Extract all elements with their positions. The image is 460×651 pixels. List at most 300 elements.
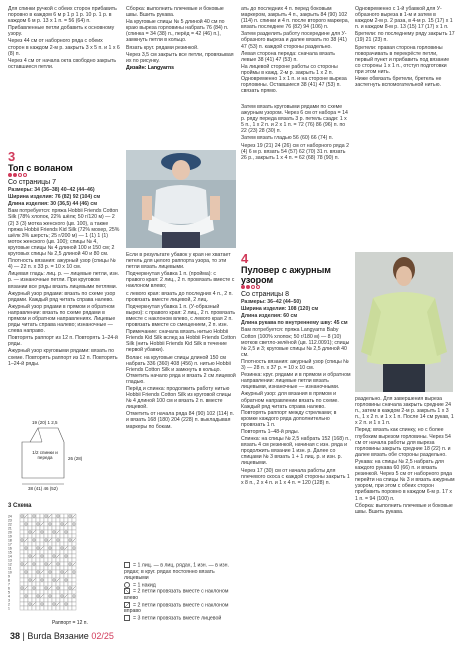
garment-schematic (8, 420, 120, 496)
chart-cell (40, 578, 44, 582)
chart-cell (68, 582, 72, 586)
paragraph: Повторять раппорт из 12 п. Повторять 1–24-й ряды. (8, 335, 118, 348)
chart-cell (36, 598, 40, 602)
sizes: Размеры: 34 (36–38) 40–42 (44–46) (8, 187, 95, 194)
chart-cell (60, 514, 64, 518)
paragraph: Через 4 см от начала окта свободно закрыть оставшиеся петли. (8, 57, 117, 70)
chart-cell (68, 514, 72, 518)
chart-cell (36, 522, 40, 526)
chart-cell (28, 586, 32, 590)
chart-cell (44, 554, 48, 558)
chart-cell (60, 578, 64, 582)
schematic-drawing (8, 420, 120, 496)
chart-cell (44, 602, 48, 606)
chart-cell (68, 534, 72, 538)
paragraph: Через 3,5 см закрыть все петли, провязывая их по рисунку. (126, 51, 234, 64)
chart-cell (44, 574, 48, 578)
row-number: 2 (8, 602, 10, 607)
chart-cell (72, 594, 76, 598)
chart-cell (20, 586, 24, 590)
chart-cell (32, 514, 36, 518)
chart-cell (32, 550, 36, 554)
dot-icon (13, 173, 17, 177)
paragraph: Левая сторона переда: сначала вязать левые 38 (41) 47 (53) п. (241, 50, 335, 63)
chart-cell (72, 598, 76, 602)
chart-cell (68, 602, 72, 606)
legend-item: = 1 накид (124, 582, 236, 589)
chart-cell (68, 546, 72, 550)
chart-cell (52, 546, 56, 550)
chart-cell (56, 542, 60, 546)
row-number: 20 (8, 530, 12, 535)
chart-cell (36, 566, 40, 570)
chart-cell (20, 538, 24, 542)
page-number: 38 (10, 631, 21, 641)
dot-icon (246, 285, 250, 289)
chart-cell (20, 554, 24, 558)
legend-item: = 1 лиц. — в лиц. рядах, 1 изн. — в изн. рядах; в круг. рядах постоянно вязать лицевыми (124, 562, 229, 582)
materials: Вам потребуется: пряжа Hobbii Friends Cotton Silk (78% хлопок, 22% шёлк; 50 г/120 м) — 2 (2) 3 (3) мотка женского (цв. 100), а также пряжа Hobbii Friends Kid Silk (72% мохер, 25% шёлк 3% шерсть; 25 г/200 м) — 1 (1) 1 (1) моток женского (цв. 100); спицы № 4, круговые спицы № 4 длиной 100 и 150 см; 2 круговых спицы № 2,5 длиной 40 и 80 см. (8, 208, 120, 258)
chart-cell (56, 518, 60, 522)
chart-cell (72, 590, 76, 594)
chart-cell (72, 526, 76, 530)
chart-cell (60, 526, 64, 530)
chart-cell (48, 542, 52, 546)
chart-cell (44, 518, 48, 522)
chart-cell (28, 602, 32, 606)
chart-cell (56, 526, 60, 530)
row-number: 21 (8, 526, 12, 531)
chart-cell (20, 546, 24, 550)
chart-cell (36, 554, 40, 558)
chart-cell (40, 550, 44, 554)
chart-cell (36, 546, 40, 550)
chart-cell (24, 522, 28, 526)
chart-cell (72, 550, 76, 554)
magazine-brand: Burda Вязание (27, 631, 89, 641)
chart-cell (68, 562, 72, 566)
paragraph: Перед: вязать как спинку, но с более глубоким вырезом горловины. Через 54 см от начала работы для выреза горловины закрыть средние 18 (22) п. и далее вязать обе стороны раздельно. (355, 427, 451, 458)
paragraph: Рукава: на спицы № 2,5 набрать для каждого рукава 60 (66) п. и вязать резинкой. Через 5 см от наборного ряда перейти на спицы № 3 и вязать ажурным узором, при этом с обеих сторон прибавить поровно в каждом 6-м р. 17 x 1 п. = 94 (100) п. (355, 458, 455, 502)
chart-cell (36, 578, 40, 582)
paragraph: Лицевая гладь: лиц. р. — лицевые петли, изн. р. — изнаночные петли. При круговом вязании все ряды вязать лицевыми петлями. (8, 271, 120, 290)
legend-item: = 3 петли провязать вместе лицевой (124, 615, 236, 622)
page-reference: Со страницы 7 (8, 179, 57, 187)
chart-cell (20, 570, 24, 574)
paragraph: Резинка: круг. рядами и в прямом и обратном направлении: лицевые петли вязать лицевыми, изнаночные — изнаночными. (241, 372, 351, 391)
chart-cell (36, 534, 40, 538)
chart-cell (24, 534, 28, 538)
chart-cell (68, 518, 72, 522)
paragraph: На круговые спицы № 5 длиной 40 см по краю выреза горловины набрать 76 (84) п. (спинка = 34 (38) п., перёд = 42 (46) п.), замкнуть петли в кольцо. (126, 19, 229, 44)
chart-cell (36, 590, 40, 594)
legend-item: = 2 петли провязать вместе с наклоном влево (124, 588, 229, 602)
chart-cell (68, 570, 72, 574)
chart-cell (68, 522, 72, 526)
top-mid-text (126, 6, 236, 72)
chart-cell (52, 602, 56, 606)
schematic-label: 1/2 спинки и переда (32, 450, 58, 460)
chart-cell (32, 582, 36, 586)
top-right2-text (355, 6, 455, 89)
chart-cell (48, 530, 52, 534)
chart-cell (72, 566, 76, 570)
chart-cell (60, 554, 64, 558)
paragraph: Волан: на круговые спицы длиной 150 см набрать 336 (360) 408 (456) п. нитью Hobbii Friends Cotton Silk и замкнуть в кольцо. Отметить начало ряда и вязать 2 см лицевой гладью. (126, 354, 236, 385)
designer-credit: Дизайн: Langyarns (126, 64, 175, 71)
paragraph: Для спинки ручкой с обеих сторон прибавить поровно в каждом 6 м р 1 р 1 р. 10 р. 1 р. в каждом 6 м р. 13 x 1 п. = 56 (64) п. (8, 6, 117, 25)
chart-cell (72, 582, 76, 586)
paragraph: На лицевой стороне работы со стороны проймы в кажд. 2-м р. закрыть 1 x 2 п. Одновременно 1 x 1 п. и на стороне выреза горловины. Оставшиеся 38 (41) 47 (53) п. связать прямо. (241, 63, 347, 95)
chart-cell (24, 554, 28, 558)
chart-cell (48, 602, 52, 606)
chart-cell (52, 542, 56, 546)
chart-cell (52, 574, 56, 578)
chart-cell (52, 530, 56, 534)
top-left-text (8, 6, 120, 71)
chart-cell (32, 526, 36, 530)
chart-cell (24, 542, 28, 546)
chart-cell (60, 582, 64, 586)
footer-separator: | (22, 631, 25, 641)
chart-cell (32, 522, 36, 526)
chart-cell (60, 550, 64, 554)
paragraph: Бретели: по последнему ряду закрыть 17 (19) 21 (23) п. (355, 31, 455, 44)
chart-cell (68, 554, 72, 558)
chart-cell (64, 530, 68, 534)
chart-cell (68, 538, 72, 542)
chart-cell (44, 590, 48, 594)
chart-cell (20, 558, 24, 562)
chart-cell (68, 598, 72, 602)
gauge: Плотность вязания: ажурный узор (спицы № 4) — 22 п. x 33 р. = 10 x 10 см. (8, 258, 116, 271)
paragraph: ать до последних 4 п. перед боковым маркером, закрыть 4 п., закрыть 84 (90) 102 (114) п. спинки и 4 п. после второго маркера, вязать последнее 76 (82) 94 (106) п. (241, 6, 350, 31)
chart-cell (20, 582, 24, 586)
chart-cell (64, 534, 68, 538)
dot-icon (23, 173, 27, 177)
chart-cell (40, 542, 44, 546)
chart-cell (56, 570, 60, 574)
chart-cell (24, 518, 28, 522)
garment-length: Длина изделия: 60 см (241, 313, 298, 320)
chart-cell (24, 582, 28, 586)
schematic-label: 26 (28) (68, 456, 83, 461)
section-title: Пуловер с ажурным узором (241, 265, 331, 285)
paragraph: Перёд и спинка: продолжить работу нитью Hobbii Friends Cotton Silk из круговой спицы № 4 длиной 100 см и вязать 2 п. вместе лицевой. (126, 385, 232, 411)
chart-cell (56, 538, 60, 542)
chart-cell (28, 598, 32, 602)
chart-cell (32, 574, 36, 578)
page-footer (10, 631, 114, 641)
chart-cell (52, 578, 56, 582)
chart-cell (32, 598, 36, 602)
chart-cell (64, 566, 68, 570)
chart-cell (60, 586, 64, 590)
chart-cell (60, 574, 64, 578)
chart-cell (64, 586, 68, 590)
chart-cell (20, 602, 24, 606)
chart-cell (68, 590, 72, 594)
dot-icon (256, 285, 260, 289)
issue-number: 02/25 (91, 631, 114, 641)
knitting-chart (8, 512, 120, 620)
chart-cell (44, 582, 48, 586)
chart-cell (64, 542, 68, 546)
chart-cell (36, 518, 40, 522)
chart-cell (72, 578, 76, 582)
chart-cell (60, 602, 64, 606)
chart-cell (20, 514, 24, 518)
chart-cell (20, 606, 24, 610)
chart-cell (40, 530, 44, 534)
chart-cell (28, 558, 32, 562)
paragraph: Сборка: выполнить плечевые и боковые швы. Вшить рукава. (126, 6, 224, 19)
chart-cell (20, 522, 24, 526)
chart-cell (60, 542, 64, 546)
chart-cell (52, 586, 56, 590)
chart-cell (40, 538, 44, 542)
chart-cell (44, 534, 48, 538)
chart-cell (44, 558, 48, 562)
paragraph: Ажурный узор круговыми рядами: вязать по схеме. Повторять раппорт из 12 п. Повторять 1–24-й ряды. (8, 348, 118, 367)
chart-cell (52, 554, 56, 558)
chart-cell (44, 514, 48, 518)
section-4-instructions-cont (355, 396, 455, 516)
chart-cell (68, 526, 72, 530)
chart-cell (24, 530, 28, 534)
chart-cell (52, 566, 56, 570)
chest-width: Ширина изделия: 76 (82) 92 (104) см (8, 194, 101, 201)
chart-cell (32, 594, 36, 598)
chart-cell (32, 534, 36, 538)
row-number: 5 (8, 590, 10, 595)
paragraph: Одновременно с 1-й убавкой для У-образного выреза в 1-м и затем в каждом 2-м р. 2 раза, в 4-м р. 15 (17) x 1 п. и каждом 8-м р. 13 (15) 17 (17) x 1 п. (355, 6, 453, 31)
chart-cell (56, 534, 60, 538)
chart-cell (36, 530, 40, 534)
chart-cell (40, 582, 44, 586)
paragraph: с левого края: вязать до последних 4 п., 2 п. провязать вместе лицевой, 2 лиц. (126, 290, 233, 303)
chart-cell (52, 550, 56, 554)
chart-cell (56, 562, 60, 566)
chart-cell (36, 558, 40, 562)
chart-cell (48, 578, 52, 582)
chart-cell (36, 562, 40, 566)
row-number: 18 (8, 538, 12, 543)
chart-cell (20, 526, 24, 530)
row-number: 24 (8, 514, 12, 519)
chart-cell (60, 518, 64, 522)
section-3-instructions-cont (126, 252, 236, 431)
chart-cell (20, 598, 24, 602)
chart-cell (28, 570, 32, 574)
chart-cell (44, 538, 48, 542)
chart-cell (68, 606, 72, 610)
chart-cell (40, 558, 44, 562)
chart-cell (56, 586, 60, 590)
chart-cell (44, 562, 48, 566)
paragraph: Подчеркнутая убавка 1 п. (пройма): с правого края: 2 лиц., 2 п. провязать вместе с наклоном влево; (126, 271, 235, 290)
row-number: 10 (8, 570, 12, 575)
gauge: Плотность вязания: ажурный узор (спицы № 3) — 28 п. x 37 р. = 10 x 10 см. (241, 358, 349, 372)
schematic-label: 19 (20) 1 2,5 (32, 420, 58, 425)
chart-cell (68, 542, 72, 546)
paragraph: Ниже обвязать бретели, бретель не застегнуть вспомогательной нитью. (355, 76, 442, 89)
paragraph: Подчеркнутая убавка 1 п. (У-образный вырез): с правого края: 2 лиц., 2 п. провязать вместе с наклоном влево, с левого края 2 п. провязать вместе со смещением, 2 п. изн. (126, 303, 236, 329)
chart-cell (32, 542, 36, 546)
chart-cell (32, 518, 36, 522)
chart-cell (28, 554, 32, 558)
chart-cell (48, 566, 52, 570)
chart-cell (36, 542, 40, 546)
dot-icon (241, 285, 245, 289)
chart-cell (24, 590, 28, 594)
chart-cell (36, 606, 40, 610)
chart-cell (28, 550, 32, 554)
materials: Вам потребуется: пряжа Langyarns Baby Cotton (100% хлопок; 50 г/180 м) — 8 (10) мотков светло-зелёной (цв. 112.0091); спицы № 2,5 и 3; круговые спицы № 2,5 длиной 40 см. (241, 327, 350, 358)
section-number: 4 (241, 251, 249, 266)
chart-cell (36, 574, 40, 578)
chart-cell (64, 582, 68, 586)
chart-cell (64, 578, 68, 582)
section-number: 3 (8, 149, 16, 164)
chart-cell (52, 526, 56, 530)
paragraph: Прибавленные петли добавить к основному узору. (8, 25, 115, 38)
chart-cell (44, 566, 48, 570)
chart-cell (72, 534, 76, 538)
row-number: 22 (8, 522, 12, 527)
pullover-photo-image (355, 252, 453, 392)
chart-cell (60, 594, 64, 598)
chart-cell (60, 546, 64, 550)
chart-cell (60, 562, 64, 566)
chart-cell (40, 518, 44, 522)
chart-cell (24, 594, 28, 598)
row-number: 16 (8, 546, 12, 551)
top-photo-image (126, 150, 236, 248)
chart-cell (36, 514, 40, 518)
paragraph: Ажурный узор рядами: вязать по схеме узор рядами. Каждый ряд читать справа налево. (8, 290, 116, 303)
row-number: 14 (8, 554, 12, 559)
paragraph: Бретели: правая сторона горловины поворачивать в перекрёсте петли, первый пункт и прибавить под вязание со стороны 1 x 1 п., отступ подготовки при этом нить. (355, 44, 450, 75)
chart-cell (72, 574, 76, 578)
chart-cell (60, 606, 64, 610)
chart-cell (72, 570, 76, 574)
row-number: 23 (8, 518, 12, 523)
chart-cell (52, 582, 56, 586)
chart-cell (56, 598, 60, 602)
chart-cell (72, 518, 76, 522)
chart-cell (64, 574, 68, 578)
chart-cell (28, 534, 32, 538)
section-3-instructions (8, 150, 120, 368)
chart-cell (24, 574, 28, 578)
dot-icon (18, 173, 22, 177)
chart-cell (52, 558, 56, 562)
chart-cell (60, 598, 64, 602)
chart-cell (24, 546, 28, 550)
chart-cell (24, 526, 28, 530)
chart-cell (44, 526, 48, 530)
chart-cell (64, 558, 68, 562)
paragraph: Затем разделить работу посередине для У-образного выреза и далее вязать по 38 (41) 47 (53) п. каждой стороны раздельно. (241, 31, 347, 50)
chart-cell (48, 606, 52, 610)
paragraph: Ажурный узор рядами в прямом и обратном направлении: вязать по схеме рядами в прямом и обратном направлениях. Лицевые ряды читать справа налево; изнаночные — слева направо. (8, 303, 116, 335)
chart-cell (24, 566, 28, 570)
chart-cell (32, 538, 36, 542)
chart-cell (64, 518, 68, 522)
chart-cell (36, 602, 40, 606)
chart-cell (48, 554, 52, 558)
chart-cell (68, 594, 72, 598)
dot-icon (8, 173, 12, 177)
chart-cell (72, 558, 76, 562)
legend-item: = 2 петли провязать вместе с наклоном вправо (124, 601, 229, 615)
row-number: 3 (8, 598, 10, 603)
blank-symbol-icon (124, 562, 130, 568)
chart-cell (36, 538, 40, 542)
row-number: 8 (8, 578, 10, 583)
chart-cell (64, 514, 68, 518)
right-decrease-icon (124, 602, 130, 608)
chart-cell (56, 582, 60, 586)
chart-cell (32, 562, 36, 566)
chart-cell (28, 606, 32, 610)
schematic-label: 38 (41) 46 (52) (28, 486, 58, 491)
row-number: 7 (8, 582, 10, 587)
chart-cell (32, 558, 36, 562)
chart-cell (72, 542, 76, 546)
chart-cell (28, 562, 32, 566)
chart-cell (28, 574, 32, 578)
chart-cell (64, 554, 68, 558)
chart-cell (20, 530, 24, 534)
chart-cell (40, 566, 44, 570)
chart-cell (48, 526, 52, 530)
chart-cell (44, 530, 48, 534)
chart-cell (56, 522, 60, 526)
chart-cell (68, 578, 72, 582)
chart-cell (28, 514, 32, 518)
chart-cell (32, 570, 36, 574)
chart-cell (32, 546, 36, 550)
chart-cell (20, 562, 24, 566)
chart-cell (60, 522, 64, 526)
pullover-model-photo (355, 252, 453, 392)
chart-cell (52, 570, 56, 574)
chart-cell (44, 546, 48, 550)
chart-cell (68, 574, 72, 578)
chart-cell (52, 598, 56, 602)
section-3-right-text (241, 104, 351, 162)
chart-cell (28, 578, 32, 582)
chart-cell (28, 518, 32, 522)
chart-cell (24, 606, 28, 610)
chart-cell (56, 590, 60, 594)
chart-cell (60, 590, 64, 594)
paragraph: Затем вязать гладью 56 (60) 66 (74) п. (241, 135, 334, 142)
chart-cell (52, 562, 56, 566)
chart-cell (64, 590, 68, 594)
chart-cell (48, 534, 52, 538)
chart-cell (52, 594, 56, 598)
chart-cell (64, 606, 68, 610)
chart-cell (36, 594, 40, 598)
paragraph: Спинка: на спицы № 2,5 набрать 152 (168) п., вязать 4 см резинкой, начиная с изн. ряда и продолжить вязание 1 изн. р. Далее со спицами № 3 вязать 1 + 1 лиц. р. и изн. р. лицевыми. (241, 436, 351, 467)
triple-decrease-icon (124, 615, 130, 621)
chart-cell (48, 590, 52, 594)
chart-cell (68, 586, 72, 590)
chart-cell (52, 534, 56, 538)
